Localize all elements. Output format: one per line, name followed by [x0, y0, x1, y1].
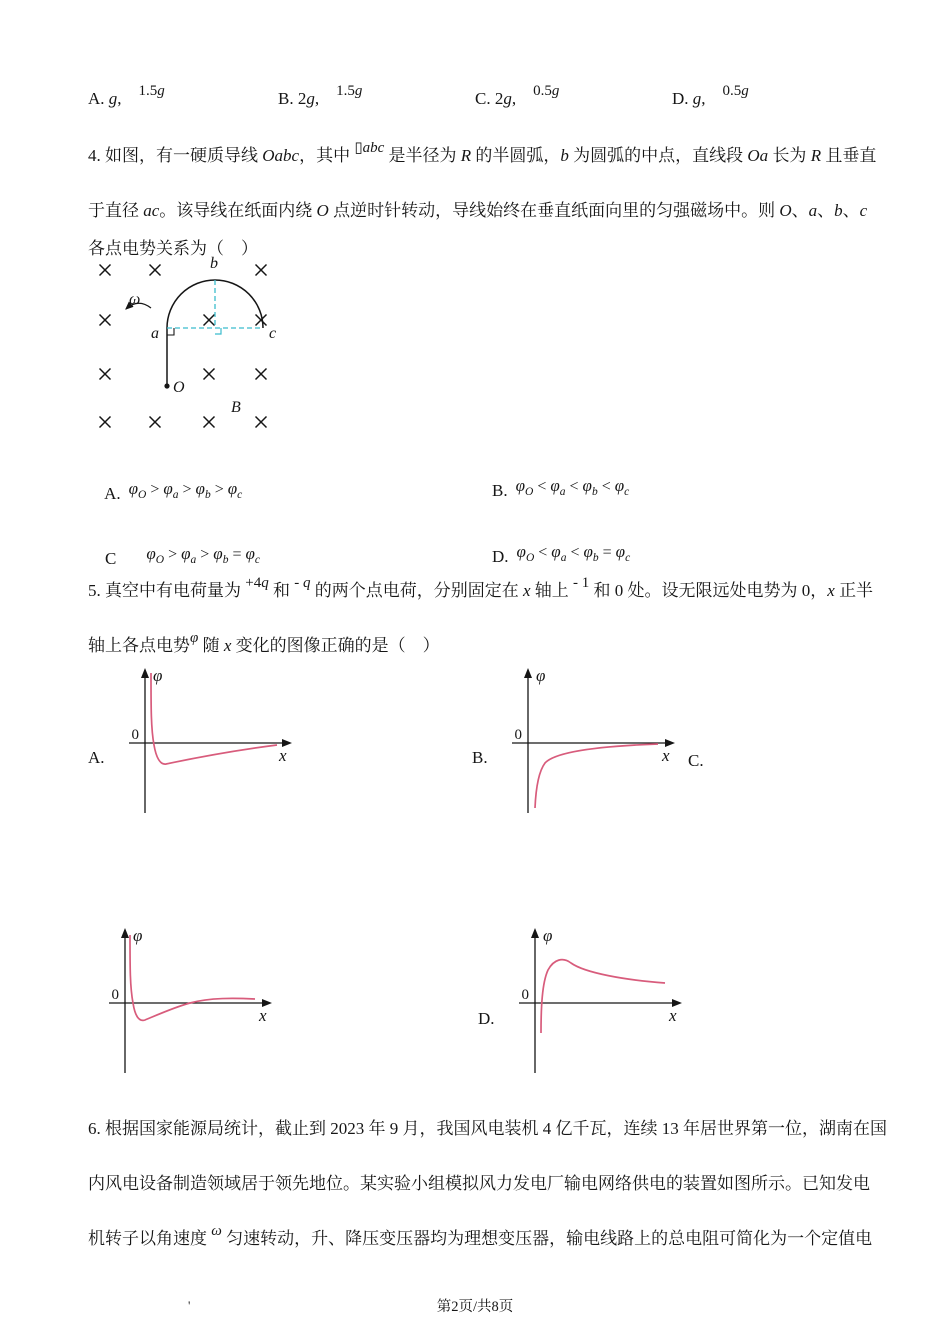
- field-cross-marks: [100, 265, 267, 428]
- variable: b: [560, 146, 569, 165]
- page-number: 第2页/共8页: [436, 1299, 514, 1315]
- text-segment: 4. 如图，有一硬质导线: [88, 146, 263, 165]
- variable: g: [551, 83, 560, 99]
- label-B: B: [231, 399, 241, 416]
- variable: q: [302, 575, 311, 591]
- q6-text-line-3: [88, 1223, 873, 1253]
- text-segment: 。该导线在纸面内绕: [159, 201, 317, 220]
- text-segment: 0.5: [533, 83, 552, 99]
- variable: R: [460, 146, 472, 165]
- text-segment: 长为: [768, 146, 811, 165]
- text-segment: 的两个点电荷，分别固定在: [310, 581, 523, 600]
- phi-axis-label: φ: [153, 666, 163, 685]
- text-segment: B. 2: [278, 89, 307, 108]
- text-segment: ,: [117, 89, 139, 108]
- text-segment: 匀速转动，升、降压变压器均为理想变压器，输电线路上的总电阻可简化为一个定值电: [221, 1229, 873, 1248]
- text-segment: 5. 真空中有电荷量为: [88, 581, 246, 600]
- q6-text-line-2: [88, 1171, 870, 1197]
- q5-text-line-2: [88, 630, 440, 660]
- variable: Oabc: [262, 146, 300, 165]
- axes: [519, 928, 682, 1073]
- q5-graph-label-b: B.: [472, 748, 488, 767]
- phi-symbol: φ: [128, 479, 138, 498]
- variable: x: [223, 636, 232, 655]
- x-axis-label: x: [279, 746, 287, 765]
- text-segment: - 1: [573, 575, 590, 591]
- right-angle-mark-a: [167, 328, 174, 335]
- text-segment: 和: [268, 581, 295, 600]
- q4-text-line-2: [88, 198, 867, 224]
- potential-relation-d: $\varphi_O < \varphi_a < \varphi_b = \varphi_c$: [516, 542, 631, 564]
- q3-option-b: [278, 83, 363, 113]
- potential-relation-a: $\varphi_O > \varphi_a > \varphi_b > \varphi_c$: [128, 479, 243, 501]
- text-segment: 于直径: [88, 201, 144, 220]
- potential-relation-b: $\varphi_O < \varphi_a < \varphi_b < \varphi_c$: [515, 476, 630, 498]
- q3-option-a: [88, 83, 165, 113]
- q5-graph-c: [85, 923, 285, 1093]
- potential-curve-b: [535, 744, 658, 808]
- q6-text-line-1: [88, 1116, 887, 1142]
- variable: g: [354, 83, 363, 99]
- label-a: a: [151, 325, 159, 342]
- text-segment: ,: [701, 89, 723, 108]
- text-segment: ▯: [354, 140, 363, 156]
- text-segment: 随: [198, 636, 224, 655]
- variable: x: [827, 581, 835, 600]
- point-O-dot: [164, 383, 169, 388]
- label-omega: ω: [129, 291, 141, 308]
- stray-mark: ': [188, 1298, 191, 1313]
- text-segment: 、: [817, 201, 835, 220]
- text-segment: 的半圆弧，: [471, 146, 561, 165]
- variable: g: [741, 83, 749, 99]
- variable: Oa: [747, 146, 769, 165]
- q5-graph-b: [488, 663, 688, 833]
- text-segment: 为圆弧的中点，直线段: [568, 146, 748, 165]
- phi-axis-label: φ: [133, 926, 143, 945]
- potential-curve-d: [541, 960, 665, 1033]
- origin-label: 0: [131, 727, 139, 743]
- origin-label: 0: [111, 987, 119, 1003]
- text-segment: 是半径为: [384, 146, 461, 165]
- variable: ac: [143, 201, 160, 220]
- q5-graph-label-c: C.: [688, 751, 704, 770]
- variable: c: [859, 201, 868, 220]
- q4-figure-magnetic-field: [93, 252, 305, 447]
- text-segment: 机转子以角速度: [88, 1229, 212, 1248]
- q3-option-d: [672, 83, 749, 113]
- x-axis-label: x: [259, 1006, 267, 1025]
- text-segment: 0.5: [722, 83, 742, 99]
- text-segment: 轴上: [530, 581, 574, 600]
- text-segment: +4: [245, 575, 262, 591]
- phi-axis-label: φ: [536, 666, 546, 685]
- variable: g: [157, 83, 165, 99]
- text-segment: 内风电设备制造领域居于领先地位。某实验小组模拟风力发电厂输电网络供电的装置如图所示。已知发电: [88, 1174, 870, 1193]
- variable: φ: [190, 630, 199, 646]
- variable: g: [306, 89, 315, 108]
- axes: [109, 928, 272, 1073]
- variable: a: [808, 201, 818, 220]
- potential-curve-a: [151, 673, 277, 764]
- q5-text-line-1: [88, 575, 874, 605]
- variable: g: [692, 89, 702, 108]
- q5-graph-label-a: A.: [88, 748, 105, 767]
- text-segment: 6. 根据国家能源局统计，截止到 2023 年 9 月，我国风电装机 4 亿千瓦，连续 13 年居世界第一位，湖南在国: [88, 1119, 887, 1138]
- text-segment: ，其中: [299, 146, 355, 165]
- variable: O: [779, 201, 792, 220]
- variable: b: [834, 201, 843, 220]
- text-segment: 、: [791, 201, 809, 220]
- origin-label: 0: [521, 987, 529, 1003]
- text-segment: 1.5: [336, 83, 355, 99]
- text-segment: 正半: [834, 581, 874, 600]
- x-axis-label: x: [662, 746, 670, 765]
- phi-axis-label: φ: [543, 926, 553, 945]
- text-segment: 1.5: [138, 83, 158, 99]
- variable: O: [316, 201, 329, 220]
- option-letter: C: [105, 549, 117, 568]
- right-angle-mark-b-foot: [215, 328, 221, 334]
- variable: x: [522, 581, 531, 600]
- text-segment: A.: [88, 89, 109, 108]
- text-segment: 轴上各点电势: [88, 636, 190, 655]
- text-segment: ,: [314, 89, 337, 108]
- text-segment: 和 0 处。设无限远处电势为 0，: [589, 581, 828, 600]
- text-segment: -: [294, 575, 303, 591]
- origin-label: 0: [514, 727, 522, 743]
- label-c: c: [269, 325, 277, 342]
- q5-graph-d: [495, 923, 695, 1093]
- variable: g: [503, 89, 512, 108]
- q5-graph-label-d: D.: [478, 1009, 495, 1028]
- potential-curve-c: [130, 935, 255, 1020]
- text-segment: 各点电势关系为（ ）: [88, 239, 258, 258]
- variable: R: [810, 146, 822, 165]
- q5-graph-a: [105, 663, 305, 833]
- variable: abc: [362, 140, 385, 156]
- q3-option-c: [475, 83, 560, 113]
- potential-relation-c: $\varphi_O > \varphi_a > \varphi_b = \varphi_c$: [146, 544, 260, 566]
- q4-text-line-1: [88, 140, 877, 170]
- variable: ω: [211, 1223, 222, 1239]
- variable: g: [108, 89, 118, 108]
- text-segment: 且垂直: [821, 146, 877, 165]
- text-segment: C. 2: [475, 89, 504, 108]
- text-segment: 点逆时针转动，导线始终在垂直纸面向里的匀强磁场中。则: [328, 201, 780, 220]
- text-segment: ,: [511, 89, 534, 108]
- option-letter: D.: [492, 547, 509, 566]
- label-b: b: [210, 255, 218, 272]
- x-axis-label: x: [669, 1006, 677, 1025]
- label-O: O: [173, 379, 185, 396]
- text-segment: D.: [672, 89, 693, 108]
- text-segment: 、: [842, 201, 860, 220]
- variable: q: [261, 575, 269, 591]
- option-letter: A.: [104, 484, 121, 503]
- option-letter: B.: [492, 481, 508, 500]
- text-segment: 变化的图像正确的是（ ）: [231, 636, 440, 655]
